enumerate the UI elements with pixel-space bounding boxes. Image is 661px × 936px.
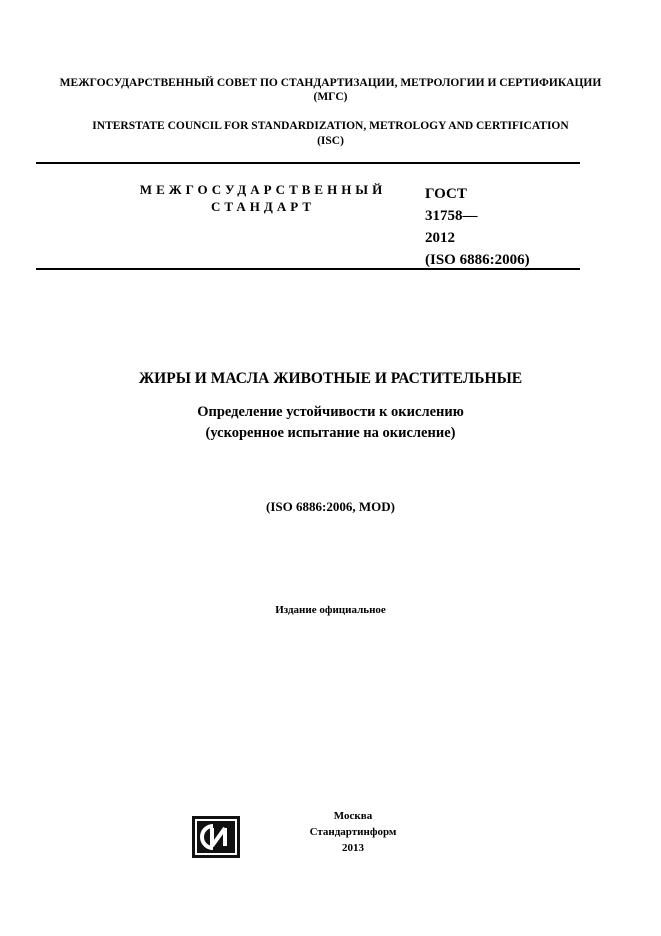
gost-designation [425,183,530,271]
gost-label: ГОСТ [425,186,467,202]
gost-iso-equivalent: (ISO 6886:2006) [425,252,530,268]
gost-number: 31758— [425,208,478,224]
edition-note: Издание официальное [275,604,386,616]
publication-city: Москва [333,810,373,822]
standartinform-logo-icon [192,816,240,858]
gost-year: 2012 [425,230,455,246]
council-name-en: INTERSTATE COUNCIL FOR STANDARDIZATION, METROLOGY AND CERTIFICATION [92,120,569,132]
document-title: ЖИРЫ И МАСЛА ЖИВОТНЫЕ И РАСТИТЕЛЬНЫЕ [138,370,523,387]
standard-type [118,181,408,215]
publication-year: 2013 [342,842,364,854]
top-divider [36,162,580,164]
council-abbr-en: (ISC) [317,135,344,147]
subtitle-line2: (ускоренное испытание на окисление) [205,425,456,441]
council-abbr-ru: (МГС) [313,91,348,103]
standard-type-line2: СТАНДАРТ [210,199,315,214]
council-name-ru: МЕЖГОСУДАРСТВЕННЫЙ СОВЕТ ПО СТАНДАРТИЗАЦИИ, МЕТРОЛОГИИ И СЕРТИФИКАЦИИ [59,77,602,89]
iso-reference: (ISO 6886:2006, MOD) [266,499,395,514]
document-subtitle [0,402,661,444]
publisher-name: Стандартинформ [309,826,397,838]
standard-type-line1: МЕЖГОСУДАРСТВЕННЫЙ [139,182,387,197]
subtitle-line1: Определение устойчивости к окислению [197,404,464,420]
bottom-divider [36,268,580,270]
